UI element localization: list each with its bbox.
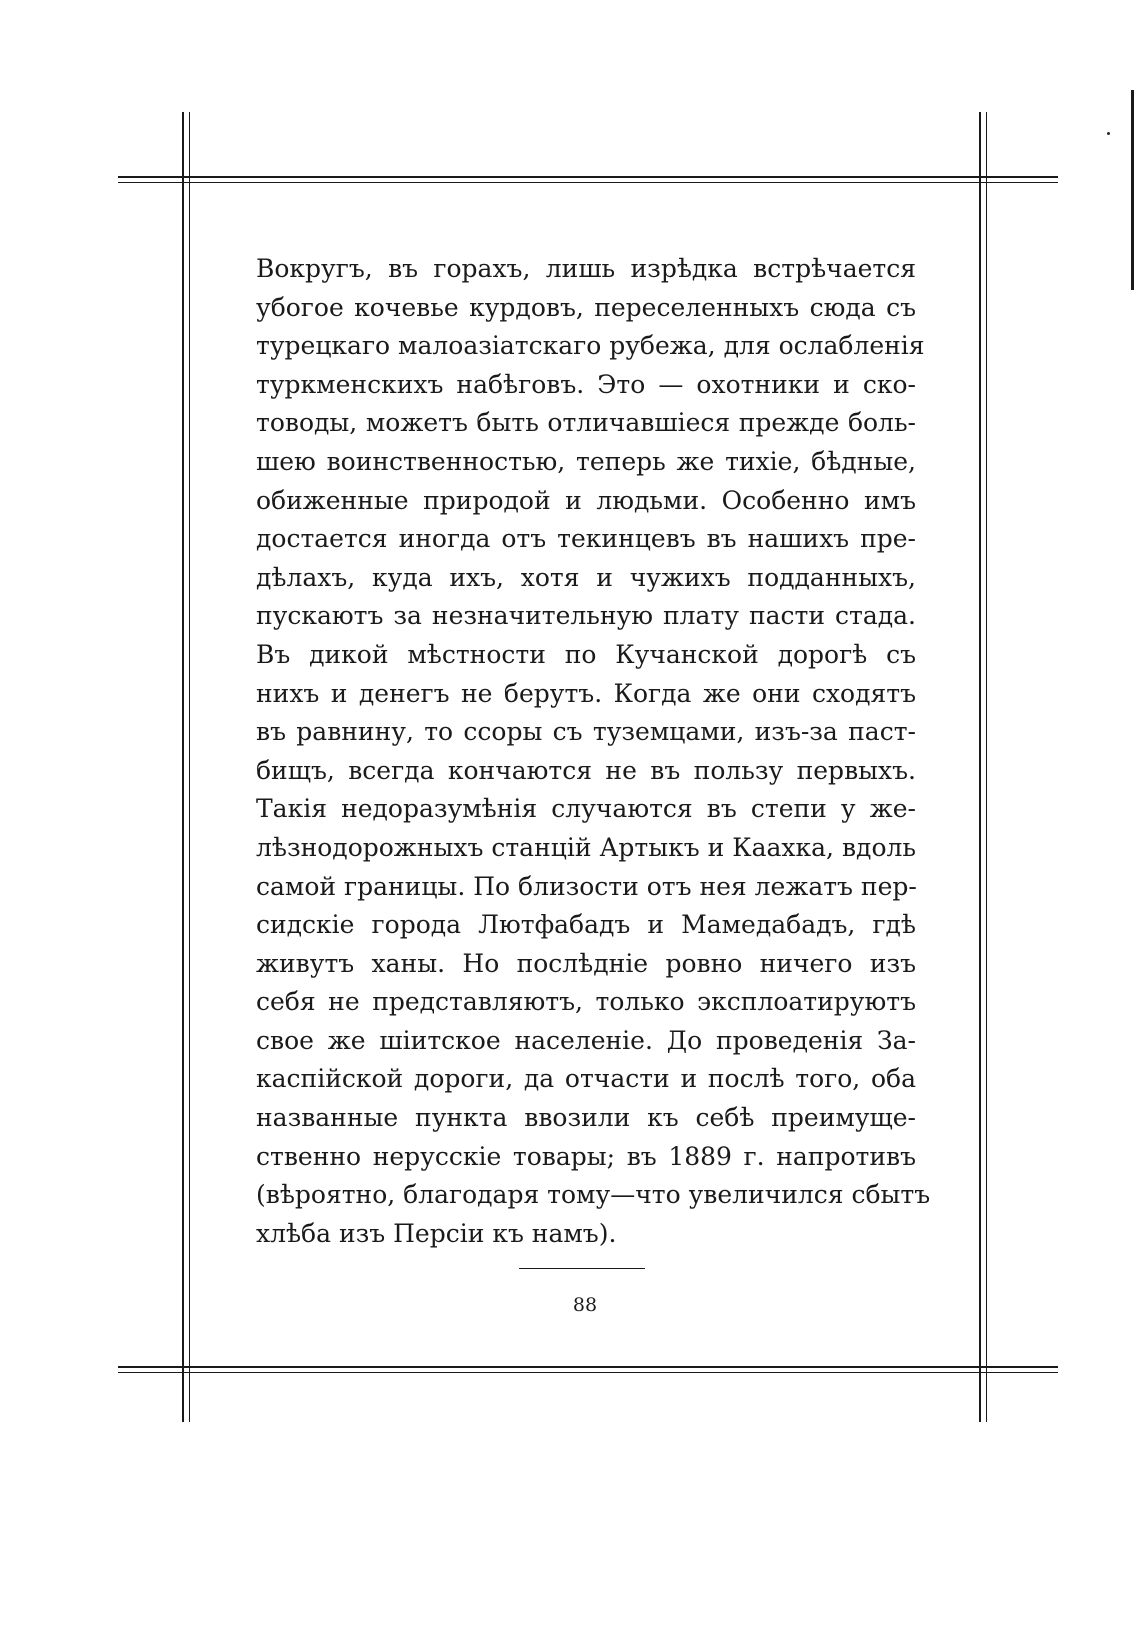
text-line: ственно нерусскіе товары; въ 1889 г. напротивъ <box>256 1141 916 1171</box>
page-number: 88 <box>572 1294 598 1316</box>
frame-top-rule-inner <box>118 182 1058 183</box>
text-line: достается иногда отъ текинцевъ въ нашихъ пре- <box>256 524 916 554</box>
text-line: (вѣроятно, благодаря тому—что увеличился сбытъ <box>256 1180 931 1210</box>
frame-left-rule-outer <box>182 112 184 1422</box>
frame-bottom-rule-inner <box>118 1372 1058 1373</box>
text-line: Вокругъ, въ горахъ, лишь изрѣдка встрѣчается <box>256 254 916 283</box>
text-line: Такія недоразумѣнія случаются въ степи у же- <box>256 794 916 824</box>
scan-edge-mark <box>1131 90 1134 290</box>
frame-left-rule-inner <box>189 112 190 1422</box>
text-line: свое же шіитское населеніе. До проведенія За- <box>256 1025 916 1055</box>
frame-top-rule-outer <box>118 176 1058 178</box>
text-line: дѣлахъ, куда ихъ, хотя и чужихъ подданныхъ, <box>256 562 916 592</box>
text-line: пускаютъ за незначительную плату пасти стада. <box>256 601 916 631</box>
text-line: названные пункта ввозили къ себѣ преимуще- <box>256 1103 916 1133</box>
text-line: убогое кочевье курдовъ, переселенныхъ сюда съ <box>256 292 916 322</box>
text-line: обиженные природой и людьми. Особенно имъ <box>256 485 916 515</box>
text-line: нихъ и денегъ не берутъ. Когда же они сходятъ <box>256 678 916 708</box>
text-line: въ равнину, то ссоры съ туземцами, изъ-за паст- <box>256 717 916 747</box>
text-line: сидскіе города Лютфабадъ и Мамедабадъ, гдѣ <box>256 910 916 940</box>
end-of-text-rule <box>519 1268 645 1269</box>
frame-bottom-rule-outer <box>118 1366 1058 1368</box>
text-line: Въ дикой мѣстности по Кучанской дорогѣ съ <box>256 639 916 669</box>
text-line: туркменскихъ набѣговъ. Это — охотники и ско- <box>256 369 916 399</box>
text-line: хлѣба изъ Персіи къ намъ). <box>256 1218 617 1248</box>
body-text <box>256 250 931 1253</box>
text-line: лѣзнодорожныхъ станцій Артыкъ и Каахка, вдоль <box>256 832 916 862</box>
frame-right-rule-inner <box>986 112 987 1422</box>
text-line: каспійской дороги, да отчасти и послѣ того, оба <box>256 1064 916 1094</box>
text-line: турецкаго малоазіатскаго рубежа, для ослабленія <box>256 331 925 361</box>
text-line: самой границы. По близости отъ нея лежатъ пер- <box>256 871 917 901</box>
text-line: живутъ ханы. Но послѣдніе ровно ничего изъ <box>256 948 916 978</box>
text-line: себя не представляютъ, только эксплоатируютъ <box>256 987 916 1017</box>
frame-right-rule-outer <box>979 112 981 1422</box>
text-line: бищъ, всегда кончаются не въ пользу первыхъ. <box>256 755 916 785</box>
scan-speck <box>1107 132 1110 135</box>
text-line: шею воинственностью, теперь же тихіе, бѣдные, <box>256 446 916 476</box>
text-line: товоды, можетъ быть отличавшіеся прежде боль- <box>256 408 916 438</box>
